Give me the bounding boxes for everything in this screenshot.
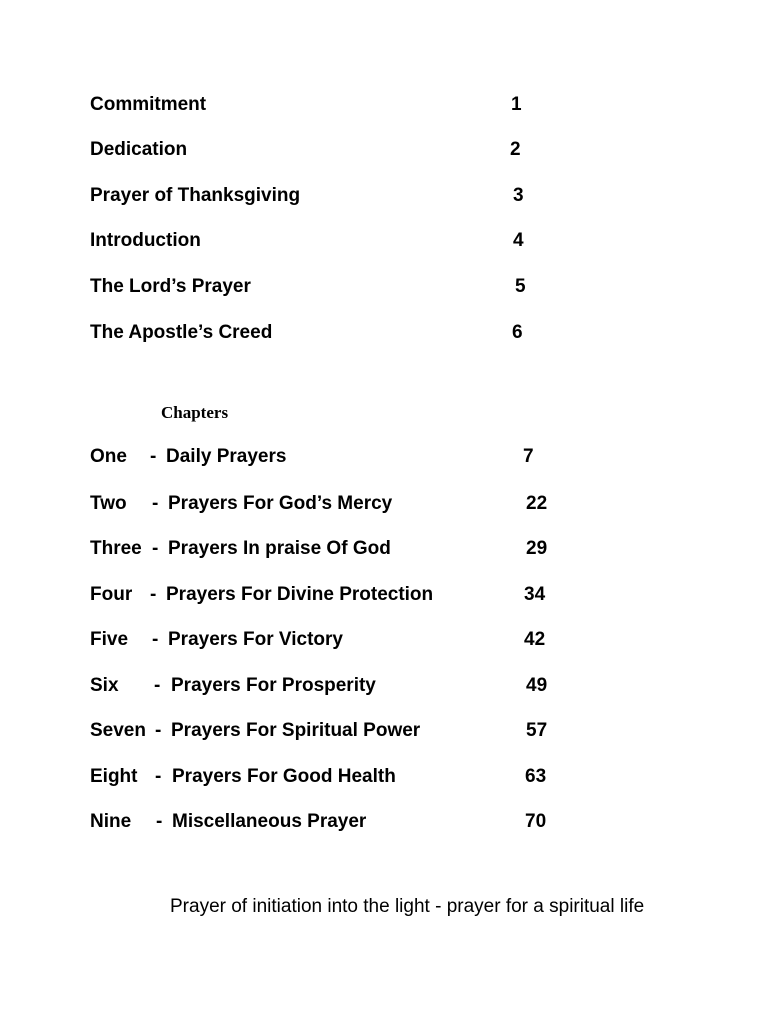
toc-entry-page: 6 xyxy=(512,322,523,343)
chapter-number: Seven xyxy=(90,720,146,741)
chapter-title: Prayers In praise Of God xyxy=(168,538,391,559)
chapter-page: 7 xyxy=(523,446,534,467)
chapter-dash: - xyxy=(155,766,162,787)
toc-entry-title: Prayer of Thanksgiving xyxy=(90,185,301,206)
chapter-title: Prayers For Good Health xyxy=(172,766,396,787)
chapter-dash: - xyxy=(154,675,161,696)
chapter-page: 70 xyxy=(525,811,547,832)
chapter-page: 63 xyxy=(525,766,547,787)
chapter-number: Five xyxy=(90,629,129,650)
toc-entry-title: Dedication xyxy=(90,139,188,160)
chapter-dash: - xyxy=(155,720,162,741)
toc-entry-title: The Lord’s Prayer xyxy=(90,276,251,297)
toc-entry-page: 2 xyxy=(510,139,521,160)
chapter-page: 42 xyxy=(524,629,546,650)
chapter-page: 29 xyxy=(526,538,548,559)
chapter-title: Miscellaneous Prayer xyxy=(172,811,367,832)
chapter-title: Daily Prayers xyxy=(166,446,287,467)
chapter-title: Prayers For Victory xyxy=(168,629,343,650)
toc-entry-page: 4 xyxy=(513,230,524,251)
chapter-title: Prayers For Prosperity xyxy=(171,675,376,696)
chapter-number: Two xyxy=(90,493,127,514)
chapter-dash: - xyxy=(152,538,159,559)
chapter-page: 57 xyxy=(526,720,548,741)
chapter-number: Eight xyxy=(90,766,138,787)
chapter-number: Three xyxy=(90,538,142,559)
chapter-dash: - xyxy=(156,811,163,832)
chapter-page: 22 xyxy=(526,493,548,514)
chapter-dash: - xyxy=(152,493,159,514)
toc-entry-page: 3 xyxy=(513,185,524,206)
toc-entry-page: 1 xyxy=(511,94,522,115)
closing-prayer-line: Prayer of initiation into the light - prayer for a spiritual life xyxy=(170,896,645,917)
chapter-title: Prayers For God’s Mercy xyxy=(168,493,393,514)
chapter-number: Four xyxy=(90,584,133,605)
chapters-heading: Chapters xyxy=(161,403,229,422)
toc-entry-title: The Apostle’s Creed xyxy=(90,322,273,343)
chapter-number: Six xyxy=(90,675,119,696)
chapter-page: 34 xyxy=(524,584,546,605)
chapter-page: 49 xyxy=(526,675,548,696)
chapter-title: Prayers For Divine Protection xyxy=(166,584,434,605)
toc-entry-page: 5 xyxy=(515,276,526,297)
chapter-dash: - xyxy=(150,446,157,467)
toc-entry-title: Introduction xyxy=(90,230,201,251)
chapter-number: Nine xyxy=(90,811,132,832)
chapter-title: Prayers For Spiritual Power xyxy=(171,720,421,741)
chapter-dash: - xyxy=(152,629,159,650)
chapter-dash: - xyxy=(150,584,157,605)
chapter-number: One xyxy=(90,446,127,467)
toc-entry-title: Commitment xyxy=(90,94,207,115)
